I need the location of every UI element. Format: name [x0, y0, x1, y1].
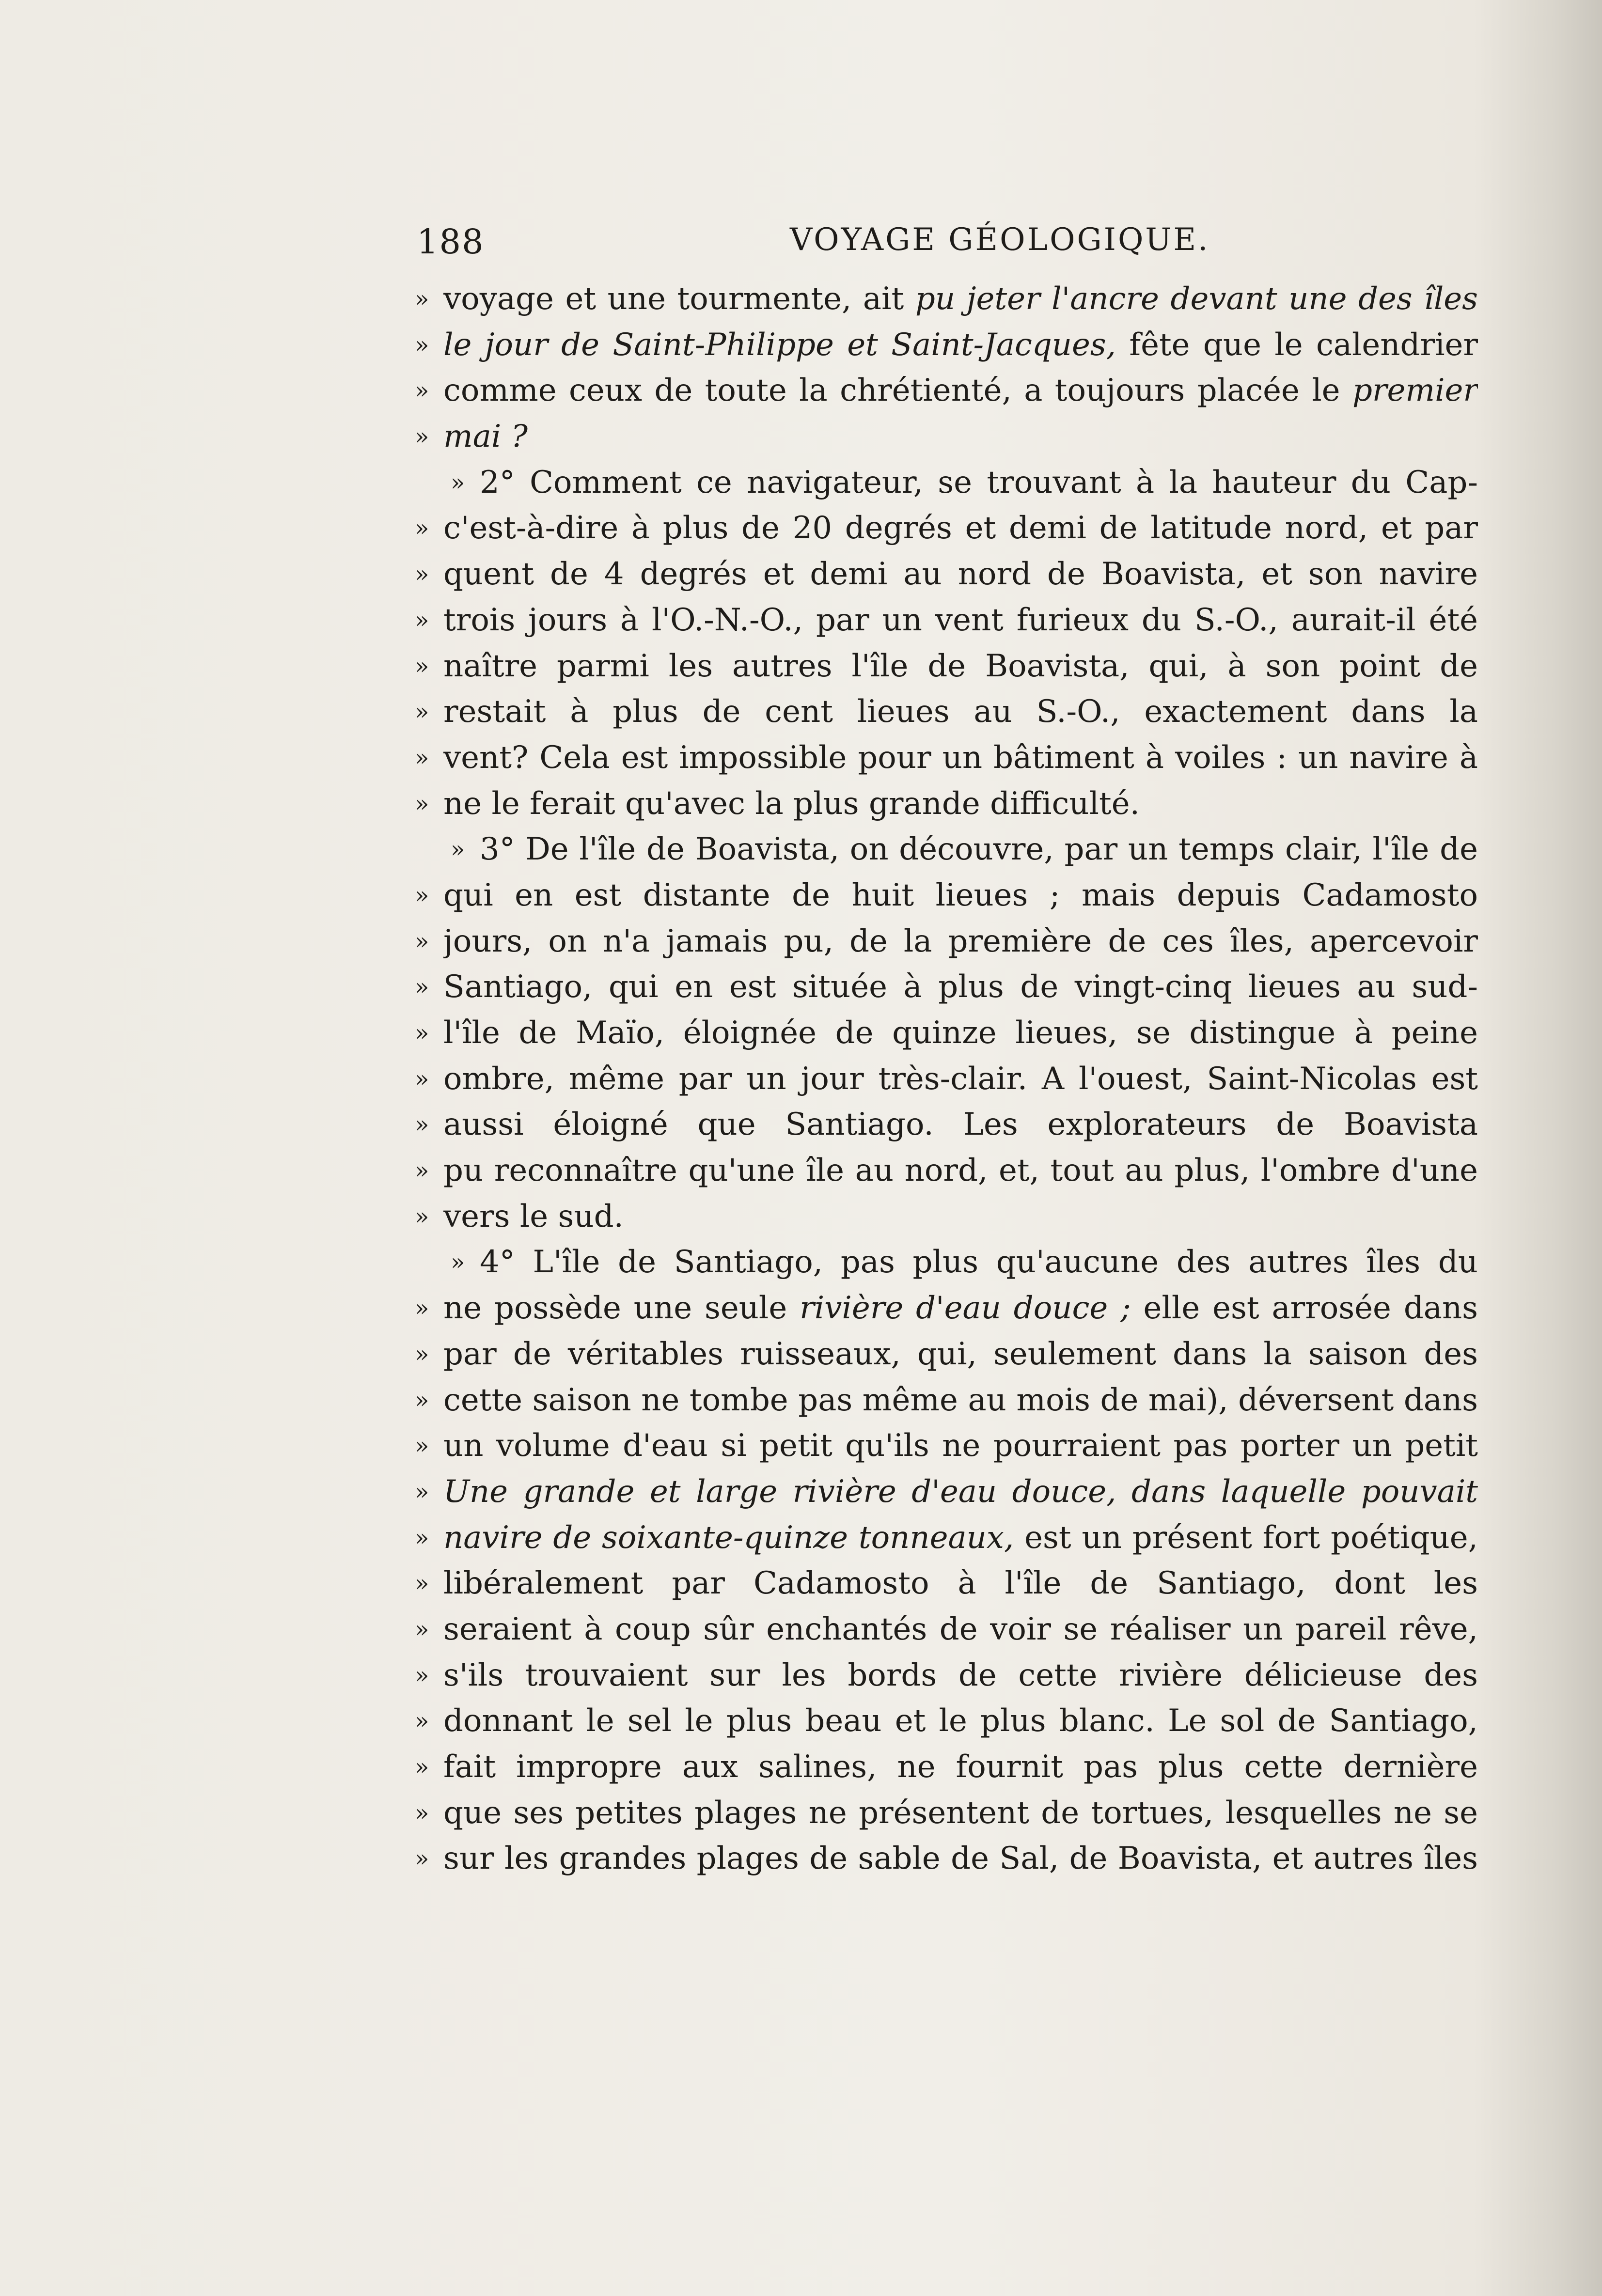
- quote-mark: »: [415, 1570, 429, 1597]
- line-text: [443, 551, 1478, 597]
- text-segment: 4° L'île de Santiago, pas plus qu'aucune des autres îles du: [480, 1244, 1478, 1281]
- quote-mark: »: [415, 331, 429, 359]
- line-text: [443, 1469, 1478, 1515]
- text-line: [407, 964, 1478, 1010]
- text-segment: Santiago, qui en est située à plus de vingt-cinq lieues au sud-: [443, 969, 1478, 1005]
- line-text: [443, 1515, 1478, 1561]
- text-segment: 3° De l'île de Boavista, on découvre, par un temps clair, l'île de: [480, 831, 1478, 868]
- running-title: VOYAGE GÉOLOGIQUE.: [790, 222, 1210, 258]
- page-number: 188: [417, 222, 485, 262]
- text-segment: que ses petites plages ne présentent de tortues, lesquelles ne se: [443, 1795, 1478, 1831]
- text-segment: elle est arrosée dans: [1143, 1290, 1478, 1327]
- text-segment: aussi éloigné que Santiago. Les explorateurs de Boavista: [443, 1107, 1478, 1143]
- line-text: [443, 873, 1478, 919]
- line-text: [443, 643, 1478, 689]
- text-segment: vent? Cela est impossible pour un bâtiment à voiles : un navire à: [443, 739, 1478, 776]
- line-text: [443, 276, 1478, 322]
- text-line: [407, 1010, 1478, 1056]
- text-line: [407, 1285, 1478, 1331]
- text-segment: comme ceux de toute la chrétienté, a toujours placée le: [443, 373, 1352, 409]
- line-text: [443, 505, 1478, 551]
- text-segment: est un présent fort poétique,: [1024, 1519, 1478, 1556]
- quote-mark: »: [415, 606, 429, 634]
- line-text: [443, 964, 1478, 1010]
- text-line: [407, 643, 1478, 689]
- line-text: [443, 689, 1478, 735]
- text-segment: 2° Comment ce navigateur, se trouvant à la hauteur du Cap-: [480, 464, 1478, 500]
- text-segment: l'île de Maïo, éloignée de quinze lieues, se distingue à peine: [443, 1015, 1478, 1051]
- quote-mark: »: [415, 1615, 429, 1643]
- quote-mark: »: [415, 1111, 429, 1139]
- quote-mark: »: [415, 1707, 429, 1735]
- line-text: [443, 1010, 1478, 1056]
- quote-mark: »: [415, 377, 429, 405]
- text-line: [407, 1239, 1478, 1285]
- text-line: [407, 1194, 1478, 1240]
- text-segment: donnant le sel le plus beau et le plus blanc. Le sol de Santiago,: [443, 1703, 1478, 1739]
- text-line: [407, 1836, 1478, 1882]
- text-line: [407, 1790, 1478, 1836]
- line-text: [443, 1148, 1478, 1194]
- line-text: [443, 368, 1478, 414]
- quote-mark: »: [415, 652, 429, 680]
- italic-text: navire de soixante-quinze tonneaux,: [443, 1519, 1014, 1556]
- quote-mark: »: [415, 973, 429, 1001]
- text-segment: voyage et une tourmente, ait: [443, 281, 915, 317]
- text-line: [407, 551, 1478, 597]
- text-segment: sur les grandes plages de sable de Sal, de Boavista, et autres îles: [443, 1841, 1478, 1877]
- line-text: [443, 1790, 1478, 1836]
- text-line: [407, 1469, 1478, 1515]
- text-line: [407, 460, 1478, 506]
- italic-text: Une grande et large rivière d'eau douce, dans laquelle pouvait: [443, 1473, 1478, 1510]
- line-text: [443, 1194, 1478, 1240]
- text-line: [407, 1653, 1478, 1699]
- line-text: [480, 827, 1478, 873]
- quote-mark: »: [415, 1340, 429, 1368]
- text-segment: fait impropre aux salines, ne fournit pas plus cette dernière: [443, 1749, 1478, 1785]
- italic-text: le jour de Saint-Philippe et Saint-Jacques,: [443, 327, 1116, 363]
- line-text: [443, 414, 1478, 460]
- italic-text: premier: [1352, 373, 1478, 409]
- quote-mark: »: [415, 1386, 429, 1414]
- quote-mark: »: [415, 1753, 429, 1781]
- quote-mark: »: [415, 285, 429, 312]
- italic-text: rivière d'eau douce ;: [800, 1290, 1131, 1327]
- text-line: [407, 505, 1478, 551]
- body-text: [407, 276, 1478, 1882]
- text-segment: qui en est distante de huit lieues ; mais depuis Cadamosto: [443, 877, 1478, 913]
- text-segment: ne le ferait qu'avec la plus grande difficulté.: [443, 785, 1140, 822]
- text-line: [407, 1744, 1478, 1790]
- text-line: [407, 1561, 1478, 1607]
- quote-mark: »: [415, 881, 429, 909]
- line-text: [443, 597, 1478, 643]
- text-segment: un volume d'eau si petit qu'ils ne pourraient pas porter un petit: [443, 1428, 1478, 1464]
- text-segment: c'est-à-dire à plus de 20 degrés et demi de latitude nord, et par: [443, 510, 1478, 547]
- quote-mark: »: [415, 927, 429, 955]
- text-line: [407, 1377, 1478, 1423]
- line-text: [443, 781, 1478, 827]
- text-line: [407, 368, 1478, 414]
- quote-mark: »: [415, 1019, 429, 1046]
- text-segment: trois jours à l'O.-N.-O., par un vent furieux du S.-O., aurait-il été: [443, 602, 1478, 638]
- text-segment: naître parmi les autres l'île de Boavista, qui, à son point de: [443, 648, 1478, 684]
- text-segment: quent de 4 degrés et demi au nord de Boavista, et son navire: [443, 556, 1478, 593]
- text-line: [407, 1102, 1478, 1148]
- text-segment: seraient à coup sûr enchantés de voir se réaliser un pareil rêve,: [443, 1611, 1478, 1647]
- quote-mark: »: [415, 790, 429, 817]
- text-segment: libéralement par Cadamosto à l'île de Santiago, dont les: [443, 1565, 1478, 1602]
- quote-mark: »: [415, 1295, 429, 1322]
- text-line: [407, 1331, 1478, 1377]
- text-line: [407, 1698, 1478, 1744]
- italic-text: mai ?: [443, 419, 528, 455]
- line-text: [443, 1561, 1478, 1607]
- line-text: [443, 1698, 1478, 1744]
- text-line: [407, 276, 1478, 322]
- quote-mark: »: [451, 1249, 465, 1276]
- quote-mark: »: [415, 1432, 429, 1460]
- line-text: [443, 1102, 1478, 1148]
- text-line: [407, 689, 1478, 735]
- page-header: [407, 217, 1473, 270]
- quote-mark: »: [451, 469, 465, 496]
- text-line: [407, 414, 1478, 460]
- line-text: [443, 1653, 1478, 1699]
- quote-mark: »: [415, 515, 429, 542]
- text-segment: fête que le calendrier: [1129, 327, 1478, 363]
- quote-mark: »: [415, 423, 429, 451]
- text-line: [407, 827, 1478, 873]
- line-text: [443, 1331, 1478, 1377]
- text-line: [407, 919, 1478, 965]
- quote-mark: »: [415, 1478, 429, 1505]
- text-segment: ne possède une seule: [443, 1290, 800, 1327]
- line-text: [443, 322, 1478, 368]
- text-line: [407, 735, 1478, 781]
- text-line: [407, 873, 1478, 919]
- line-text: [443, 1423, 1478, 1469]
- line-text: [443, 1744, 1478, 1790]
- quote-mark: »: [415, 1661, 429, 1689]
- quote-mark: »: [415, 744, 429, 771]
- text-line: [407, 781, 1478, 827]
- line-text: [443, 735, 1478, 781]
- quote-mark: »: [415, 1524, 429, 1551]
- quote-mark: »: [451, 836, 465, 863]
- text-line: [407, 322, 1478, 368]
- text-segment: vers le sud.: [443, 1198, 624, 1234]
- text-segment: restait à plus de cent lieues au S.-O., exactement dans la: [443, 694, 1478, 730]
- quote-mark: »: [415, 1157, 429, 1185]
- line-text: [443, 1607, 1478, 1653]
- line-text: [443, 1836, 1478, 1882]
- quote-mark: »: [415, 1799, 429, 1827]
- text-segment: cette saison ne tombe pas même au mois de mai), déversent dans: [443, 1382, 1478, 1418]
- text-line: [407, 1607, 1478, 1653]
- text-segment: jours, on n'a jamais pu, de la première de ces îles, apercevoir: [443, 923, 1478, 959]
- text-line: [407, 1423, 1478, 1469]
- quote-mark: »: [415, 561, 429, 588]
- text-segment: par de véritables ruisseaux, qui, seulement dans la saison des: [443, 1336, 1478, 1372]
- line-text: [480, 460, 1478, 506]
- text-segment: pu reconnaître qu'une île au nord, et, tout au plus, l'ombre d'une: [443, 1153, 1478, 1189]
- line-text: [443, 1377, 1478, 1423]
- line-text: [480, 1239, 1478, 1285]
- quote-mark: »: [415, 698, 429, 726]
- text-line: [407, 597, 1478, 643]
- text-segment: s'ils trouvaient sur les bords de cette rivière délicieuse des: [443, 1657, 1478, 1693]
- text-line: [407, 1056, 1478, 1102]
- line-text: [443, 1056, 1478, 1102]
- quote-mark: »: [415, 1065, 429, 1093]
- quote-mark: »: [415, 1845, 429, 1873]
- line-text: [443, 1285, 1478, 1331]
- text-line: [407, 1148, 1478, 1194]
- italic-text: pu jeter l'ancre devant une des îles: [915, 281, 1478, 317]
- quote-mark: »: [415, 1203, 429, 1230]
- text-line: [407, 1515, 1478, 1561]
- line-text: [443, 919, 1478, 965]
- text-segment: ombre, même par un jour très-clair. A l'ouest, Saint-Nicolas est: [443, 1061, 1478, 1097]
